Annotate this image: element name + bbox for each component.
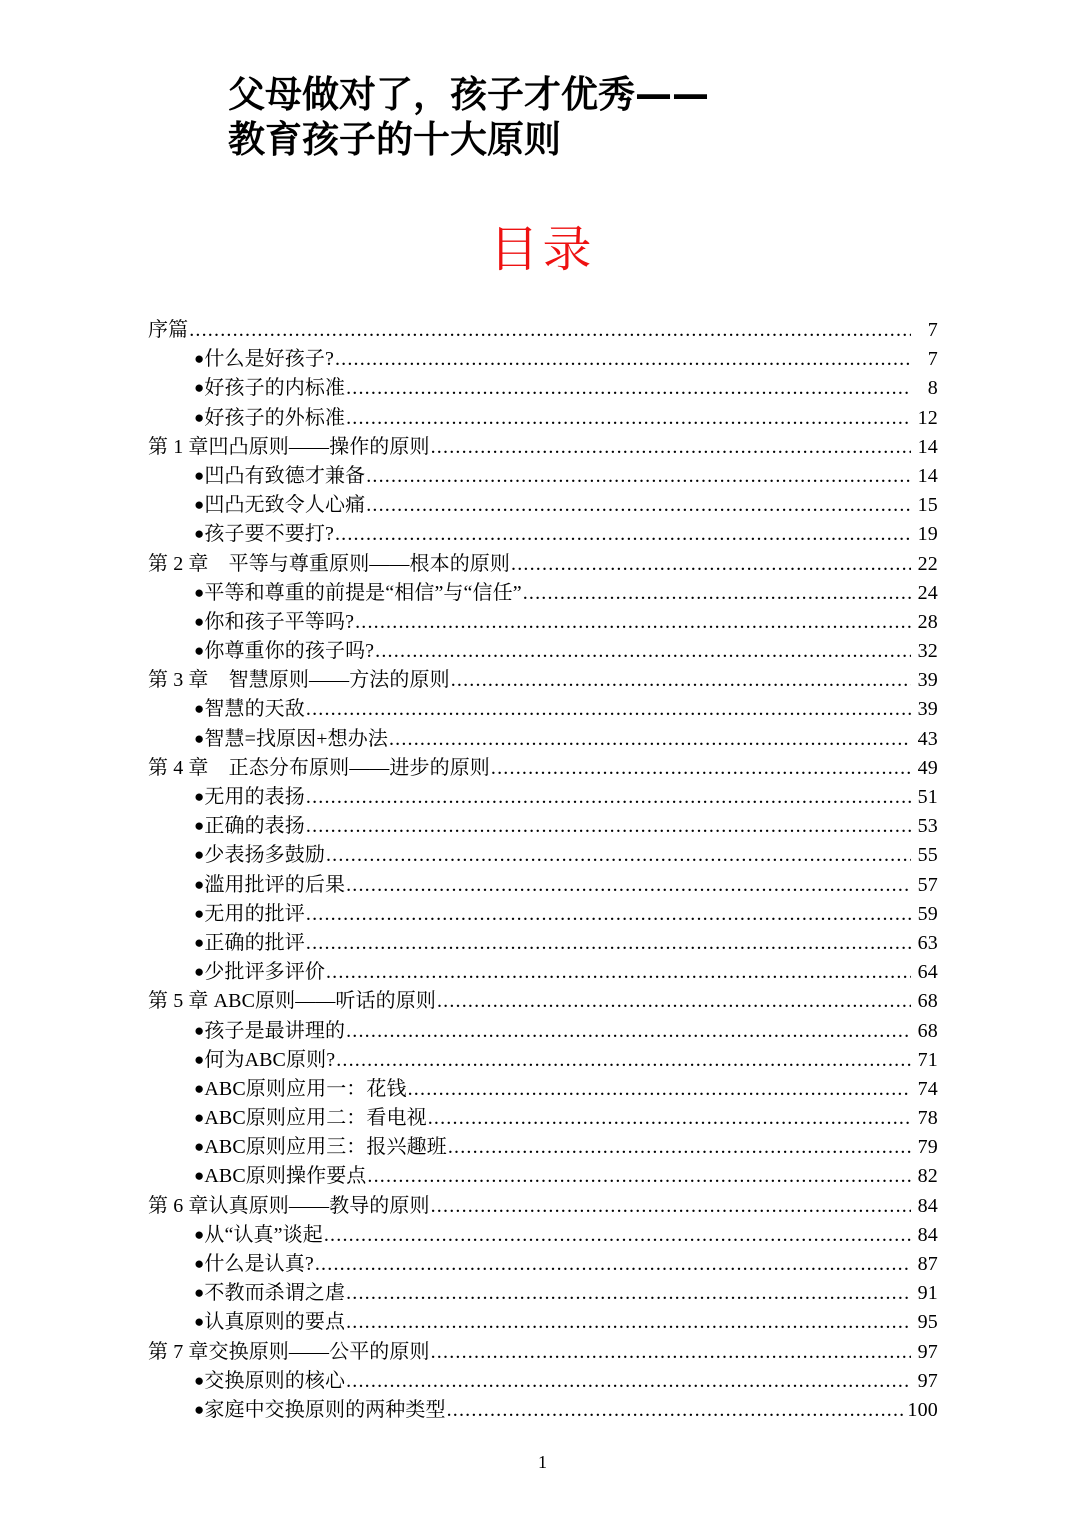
toc-dot-leader: [408, 1075, 911, 1095]
toc-entry[interactable]: [148, 1192, 938, 1221]
toc-entry-label: ●ABC原则应用三：报兴趣班: [194, 1136, 447, 1159]
toc-entry-page-number: 15: [917, 494, 938, 517]
bullet-icon: ●: [194, 1370, 205, 1390]
toc-entry-label: ●家庭中交换原则的两种类型: [194, 1398, 446, 1421]
bullet-icon: ●: [194, 1312, 205, 1332]
toc-entry-page-number: 53: [917, 815, 938, 838]
toc-entry-label: ●从“认真”谈起: [194, 1223, 323, 1246]
toc-entry[interactable]: [148, 1017, 938, 1046]
toc-entry-page-number: 91: [917, 1282, 938, 1305]
table-of-contents-heading: 目录: [489, 222, 596, 277]
toc-entry[interactable]: [148, 1250, 938, 1279]
bullet-icon: ●: [194, 932, 205, 952]
toc-dot-leader: [346, 871, 911, 891]
toc-dot-leader: [315, 1250, 911, 1270]
bullet-icon: ●: [194, 465, 205, 485]
toc-entry-label: ●好孩子的外标准: [194, 406, 346, 429]
toc-entry-label: ●什么是好孩子?: [194, 348, 334, 371]
toc-entry-label: 序篇: [148, 319, 189, 341]
bullet-icon: ●: [194, 845, 205, 865]
toc-entry-page-number: 32: [917, 640, 938, 663]
toc-entry[interactable]: [148, 1367, 938, 1396]
toc-entry-label: ●交换原则的核心: [194, 1369, 346, 1392]
toc-entry-label: 第 4 章 正态分布原则——进步的原则: [148, 756, 490, 779]
toc-entry-page-number: 79: [917, 1136, 938, 1159]
bullet-icon: ●: [194, 1224, 205, 1244]
toc-dot-leader: [346, 374, 911, 394]
toc-entry[interactable]: [148, 783, 938, 812]
toc-entry-label: ●孩子是最讲理的: [194, 1019, 346, 1042]
toc-entry[interactable]: [148, 929, 938, 958]
toc-entry-page-number: 51: [917, 786, 938, 808]
bullet-icon: ●: [194, 874, 205, 894]
toc-entry-page-number: 82: [917, 1165, 938, 1188]
toc-entry-page-number: 71: [917, 1048, 938, 1071]
table-of-contents-list: [148, 316, 938, 1425]
bullet-icon: ●: [194, 1078, 205, 1098]
toc-entry[interactable]: [148, 1075, 938, 1104]
toc-entry[interactable]: [148, 345, 938, 374]
toc-entry[interactable]: [148, 987, 938, 1016]
document-title-line-2: 教育孩子的十大原则: [228, 118, 561, 161]
toc-dot-leader: [306, 812, 911, 832]
toc-entry-page-number: 84: [917, 1194, 938, 1217]
toc-entry-label: ●凹凸无致令人心痛: [194, 494, 366, 517]
toc-dot-leader: [326, 958, 911, 978]
bullet-icon: ●: [194, 1399, 205, 1419]
bullet-icon: ●: [194, 1137, 205, 1157]
toc-entry-page-number: 8: [927, 377, 938, 400]
toc-entry-label: ●ABC原则操作要点: [194, 1165, 367, 1188]
toc-entry-page-number: 74: [917, 1077, 938, 1100]
bullet-icon: ●: [194, 1020, 205, 1040]
toc-entry[interactable]: [148, 316, 938, 345]
toc-entry-label: ●ABC原则应用一：花钱: [194, 1077, 407, 1100]
bullet-icon: ●: [194, 962, 205, 982]
toc-dot-leader: [355, 608, 911, 628]
toc-dot-leader: [335, 520, 911, 540]
toc-entry-label: 第 5 章 ABC原则——听话的原则: [148, 990, 436, 1013]
bullet-icon: ●: [194, 699, 205, 719]
toc-entry-label: ●无用的表扬: [194, 786, 305, 808]
bullet-icon: ●: [194, 495, 205, 515]
toc-entry-page-number: 84: [917, 1223, 938, 1246]
toc-entry-label: ●什么是认真?: [194, 1253, 314, 1275]
toc-dot-leader: [306, 900, 911, 920]
toc-entry-label: 第 1 章凹凸原则——操作的原则: [148, 435, 430, 458]
bullet-icon: ●: [194, 728, 205, 748]
toc-entry-page-number: 97: [917, 1340, 938, 1363]
toc-entry-label: ●何为ABC原则?: [194, 1048, 336, 1071]
bullet-icon: ●: [194, 816, 205, 836]
toc-entry[interactable]: [148, 871, 938, 900]
toc-dot-leader: [324, 1221, 911, 1241]
toc-entry[interactable]: [148, 637, 938, 666]
toc-dot-leader: [306, 695, 911, 715]
toc-entry-page-number: 68: [917, 1019, 938, 1042]
toc-entry-page-number: 87: [917, 1253, 938, 1275]
toc-dot-leader: [511, 550, 911, 570]
bullet-icon: ●: [194, 1108, 205, 1128]
bullet-icon: ●: [194, 378, 205, 398]
toc-entry-label: ●好孩子的内标准: [194, 377, 346, 400]
toc-entry-label: ●正确的表扬: [194, 815, 305, 838]
toc-entry-label: ●平等和尊重的前提是“相信”与“信任”: [194, 581, 522, 604]
toc-dot-leader: [335, 345, 911, 365]
toc-dot-leader: [431, 1192, 911, 1212]
toc-dot-leader: [375, 637, 911, 657]
toc-entry-page-number: 12: [917, 406, 938, 429]
toc-entry[interactable]: [148, 1338, 938, 1367]
toc-entry[interactable]: [148, 754, 938, 783]
toc-entry[interactable]: [148, 900, 938, 929]
toc-entry-page-number: 78: [917, 1107, 938, 1130]
bullet-icon: ●: [194, 407, 205, 427]
toc-entry[interactable]: [148, 404, 938, 433]
toc-dot-leader: [346, 1279, 911, 1299]
toc-dot-leader: [428, 1104, 911, 1124]
toc-entry[interactable]: [148, 725, 938, 754]
toc-entry-page-number: 68: [917, 990, 938, 1013]
toc-entry-label: ●凹凸有致德才兼备: [194, 464, 366, 487]
toc-entry-page-number: 28: [917, 610, 938, 633]
toc-entry-page-number: 7: [927, 348, 938, 371]
toc-entry[interactable]: [148, 695, 938, 724]
toc-entry-page-number: 59: [917, 902, 938, 925]
toc-entry-label: ●正确的批评: [194, 931, 305, 954]
toc-entry-label: ●你尊重你的孩子吗?: [194, 640, 375, 663]
toc-entry-page-number: 22: [917, 552, 938, 575]
toc-entry-page-number: 39: [917, 698, 938, 721]
toc-entry-page-number: 49: [917, 756, 938, 779]
toc-entry-page-number: 57: [917, 873, 938, 896]
toc-entry-page-number: 63: [917, 931, 938, 954]
toc-entry-page-number: 39: [917, 669, 938, 692]
toc-dot-leader: [366, 491, 911, 511]
toc-entry[interactable]: [148, 1104, 938, 1133]
toc-entry-label: 第 2 章 平等与尊重原则——根本的原则: [148, 552, 510, 575]
toc-entry-label: ●智慧的天敌: [194, 698, 305, 721]
bullet-icon: ●: [194, 611, 205, 631]
toc-entry-label: 第 7 章交换原则——公平的原则: [148, 1340, 430, 1363]
toc-entry-page-number: 24: [917, 581, 938, 604]
toc-entry[interactable]: [148, 1162, 938, 1191]
toc-entry[interactable]: [148, 550, 938, 579]
toc-dot-leader: [437, 987, 911, 1007]
bullet-icon: ●: [194, 1049, 205, 1069]
toc-entry-label: ●少表扬多鼓励: [194, 844, 325, 867]
document-title: [228, 72, 928, 162]
toc-entry[interactable]: [148, 1221, 938, 1250]
toc-entry-page-number: 95: [917, 1311, 938, 1334]
toc-entry[interactable]: [148, 1396, 938, 1425]
bullet-icon: ●: [194, 349, 205, 369]
toc-entry-label: ●滥用批评的后果: [194, 873, 346, 896]
toc-dot-leader: [523, 579, 911, 599]
toc-entry[interactable]: [148, 608, 938, 637]
toc-entry-label: ●孩子要不要打?: [194, 523, 334, 546]
bullet-icon: ●: [194, 1254, 205, 1273]
toc-entry-page-number: 43: [917, 727, 938, 750]
toc-entry[interactable]: [148, 666, 938, 695]
page-number-footer: 1: [538, 1452, 547, 1472]
bullet-icon: ●: [194, 641, 205, 661]
bullet-icon: ●: [194, 524, 205, 544]
toc-entry[interactable]: [148, 374, 938, 403]
toc-entry[interactable]: [148, 579, 938, 608]
toc-entry-page-number: 100: [907, 1398, 938, 1421]
toc-entry[interactable]: [148, 812, 938, 841]
toc-dot-leader: [189, 316, 911, 336]
toc-entry[interactable]: [148, 958, 938, 987]
toc-entry-page-number: 7: [927, 319, 938, 341]
toc-dot-leader: [306, 929, 911, 949]
toc-entry-page-number: 14: [917, 435, 938, 458]
toc-entry-page-number: 14: [917, 464, 938, 487]
toc-dot-leader: [346, 404, 911, 424]
toc-dot-leader: [367, 1162, 911, 1182]
toc-dot-leader: [451, 666, 911, 686]
toc-entry[interactable]: [148, 1308, 938, 1337]
toc-dot-leader: [366, 462, 911, 482]
bullet-icon: ●: [194, 903, 205, 923]
toc-entry[interactable]: [148, 1133, 938, 1162]
toc-entry-label: ●少批评多评价: [194, 961, 325, 984]
toc-entry[interactable]: [148, 462, 938, 491]
document-title-line-1: 父母做对了，孩子才优秀——: [228, 73, 709, 116]
toc-entry-label: 第 3 章 智慧原则——方法的原则: [148, 669, 450, 692]
toc-dot-leader: [389, 725, 911, 745]
toc-entry-page-number: 19: [917, 523, 938, 546]
toc-entry-label: ●无用的批评: [194, 902, 305, 925]
toc-dot-leader: [447, 1396, 907, 1416]
toc-dot-leader: [448, 1133, 911, 1153]
toc-entry-page-number: 64: [917, 961, 938, 984]
toc-entry[interactable]: [148, 491, 938, 520]
toc-entry-label: ●ABC原则应用二：看电视: [194, 1107, 427, 1130]
toc-entry-label: ●不教而杀谓之虐: [194, 1282, 346, 1305]
toc-entry[interactable]: [148, 520, 938, 549]
toc-entry-label: ●智慧=找原因+想办法: [194, 727, 388, 750]
toc-dot-leader: [346, 1017, 911, 1037]
toc-dot-leader: [306, 783, 911, 803]
toc-entry[interactable]: [148, 1279, 938, 1308]
toc-entry-label: 第 6 章认真原则——教导的原则: [148, 1194, 430, 1217]
bullet-icon: ●: [194, 582, 205, 602]
toc-entry-label: ●你和孩子平等吗?: [194, 610, 355, 633]
toc-entry[interactable]: [148, 1046, 938, 1075]
toc-dot-leader: [326, 841, 911, 861]
toc-entry-label: ●认真原则的要点: [194, 1311, 346, 1334]
bullet-icon: ●: [194, 787, 205, 806]
toc-entry[interactable]: [148, 841, 938, 870]
toc-dot-leader: [346, 1308, 911, 1328]
toc-dot-leader: [346, 1367, 911, 1387]
bullet-icon: ●: [194, 1283, 205, 1303]
toc-dot-leader: [491, 754, 911, 774]
toc-dot-leader: [431, 433, 911, 453]
toc-entry-page-number: 97: [917, 1369, 938, 1392]
toc-dot-leader: [336, 1046, 911, 1066]
toc-dot-leader: [431, 1338, 911, 1358]
toc-entry-page-number: 55: [917, 844, 938, 867]
bullet-icon: ●: [194, 1166, 205, 1186]
toc-entry[interactable]: [148, 433, 938, 462]
